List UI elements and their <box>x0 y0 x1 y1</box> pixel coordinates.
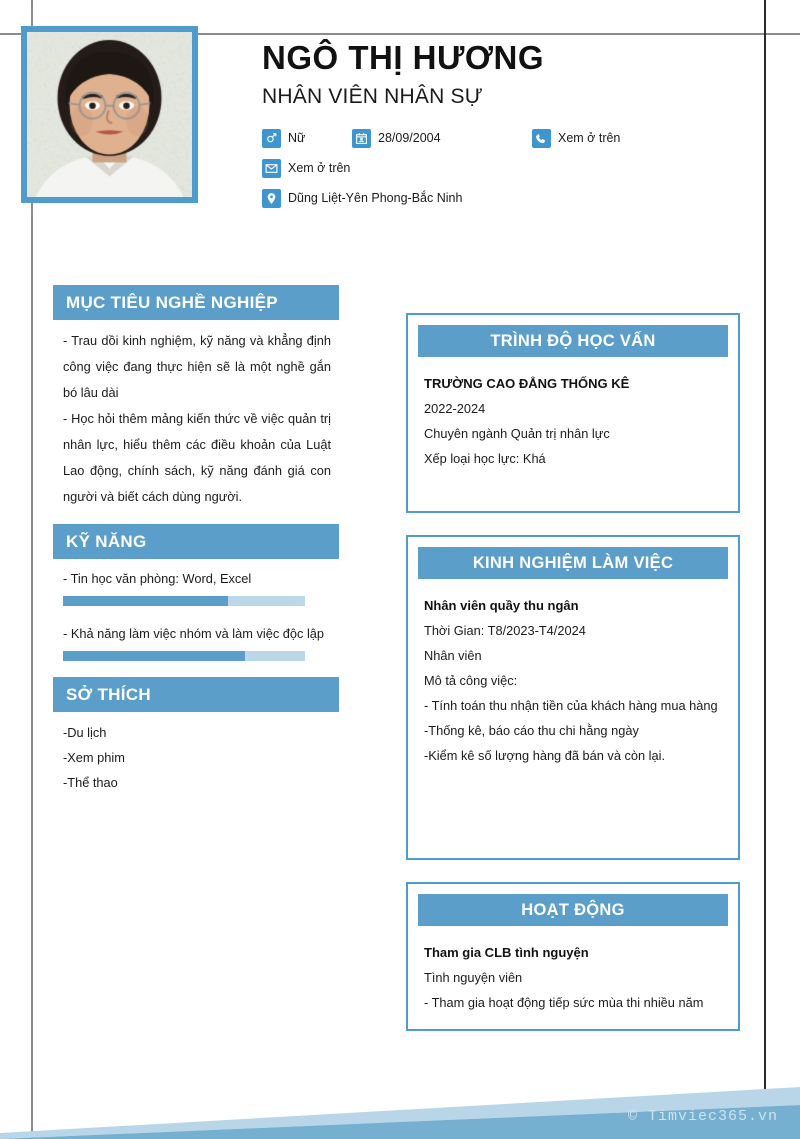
skill-bar-track <box>63 651 305 661</box>
section-title: SỞ THÍCH <box>66 684 151 704</box>
contact-row <box>262 153 762 183</box>
left-column <box>53 285 339 795</box>
job-title: NHÂN VIÊN NHÂN SỰ <box>262 85 483 109</box>
education-years: 2022-2024 <box>424 401 486 416</box>
skill-bar-fill <box>63 596 228 606</box>
section-header-objective <box>53 285 339 320</box>
skill-list <box>53 567 339 661</box>
section-objective <box>53 285 339 510</box>
experience-period: Thời Gian: T8/2023-T4/2024 <box>424 623 586 638</box>
contact-dob <box>352 129 532 148</box>
section-experience <box>406 535 740 860</box>
gender-icon <box>262 129 281 148</box>
section-header-education <box>418 325 728 357</box>
watermark: © Timviec365.vn <box>627 1108 778 1125</box>
objective-body <box>53 328 339 510</box>
skill-label: - Khả năng làm việc nhóm và làm việc độc lập <box>63 626 325 641</box>
avatar <box>21 26 198 203</box>
activity-detail: - Tham gia hoạt động tiếp sức mùa thi nhiều năm <box>424 995 704 1010</box>
contact-dob-value: 28/09/2004 <box>378 131 441 146</box>
section-header-hobbies <box>53 677 339 712</box>
activities-body <box>416 940 730 1015</box>
identity-block <box>262 40 762 213</box>
calendar-icon <box>352 129 371 148</box>
section-education <box>406 313 740 513</box>
section-header-activities <box>418 894 728 926</box>
list-item: -Xem phim <box>63 750 125 765</box>
experience-duty: - Tính toán thu nhận tiền của khách hàng mua hàng <box>424 698 718 713</box>
page-title: NGÔ THỊ HƯƠNG <box>262 39 545 76</box>
skill-item <box>63 567 339 606</box>
objective-paragraph: - Học hỏi thêm mảng kiến thức về việc quản trị nhân lực, hiểu thêm các điều khoản của Luật Lao động, chính sách, kỹ năng đánh giá con người và biết cách dùng người. <box>63 411 331 504</box>
contact-list <box>262 123 762 213</box>
section-title: KỸ NĂNG <box>66 531 147 551</box>
list-item: -Du lịch <box>63 725 107 740</box>
section-activities <box>406 882 740 1031</box>
section-title: TRÌNH ĐỘ HỌC VẤN <box>490 331 656 350</box>
section-title: KINH NGHIỆM LÀM VIỆC <box>472 553 674 572</box>
location-icon <box>262 189 281 208</box>
contact-row <box>262 183 762 213</box>
section-title: MỤC TIÊU NGHỀ NGHIỆP <box>66 292 278 312</box>
skill-bar-track <box>63 596 305 606</box>
section-skills <box>53 524 339 661</box>
hobby-list <box>53 720 339 795</box>
contact-phone <box>532 129 620 148</box>
contact-row <box>262 123 762 153</box>
phone-icon <box>532 129 551 148</box>
experience-duty: -Kiểm kê số lượng hàng đã bán và còn lại. <box>424 748 666 763</box>
contact-address-value: Dũng Liệt-Yên Phong-Bắc Ninh <box>288 191 463 206</box>
skill-label: - Tin học văn phòng: Word, Excel <box>63 571 252 586</box>
section-hobbies <box>53 677 339 795</box>
experience-duty: -Thống kê, báo cáo thu chi hằng ngày <box>424 723 639 738</box>
section-header-experience <box>418 547 728 579</box>
activity-role: Tình nguyện viên <box>424 970 523 985</box>
cv-header <box>0 0 800 240</box>
contact-address <box>262 189 462 208</box>
education-major: Chuyên ngành Quản trị nhân lực <box>424 426 610 441</box>
contact-email <box>262 159 350 178</box>
portrait-photo <box>27 32 192 197</box>
experience-role: Nhân viên quầy thu ngân <box>424 598 579 613</box>
footer-decoration <box>0 1029 800 1139</box>
experience-position: Nhân viên <box>424 648 482 663</box>
contact-gender-value: Nữ <box>288 131 306 146</box>
right-column <box>406 313 740 1053</box>
objective-paragraph: - Trau dồi kinh nghiệm, kỹ năng và khẳng định công việc đang thực hiện sẽ là một nghề gắn bó lâu dài <box>63 333 331 400</box>
contact-email-value: Xem ở trên <box>288 161 351 176</box>
experience-body <box>416 593 730 768</box>
activity-title: Tham gia CLB tình nguyện <box>424 945 589 960</box>
education-school: TRƯỜNG CAO ĐẲNG THỐNG KÊ <box>424 376 630 391</box>
skill-item <box>63 622 339 661</box>
section-header-skills <box>53 524 339 559</box>
education-grade: Xếp loại học lực: Khá <box>424 451 546 466</box>
education-body <box>416 371 730 471</box>
experience-desc-label: Mô tả công việc: <box>424 673 518 688</box>
list-item: -Thể thao <box>63 775 118 790</box>
section-title: HOẠT ĐỘNG <box>521 900 625 919</box>
contact-gender <box>262 129 352 148</box>
contact-phone-value: Xem ở trên <box>558 131 621 146</box>
skill-bar-fill <box>63 651 245 661</box>
email-icon <box>262 159 281 178</box>
